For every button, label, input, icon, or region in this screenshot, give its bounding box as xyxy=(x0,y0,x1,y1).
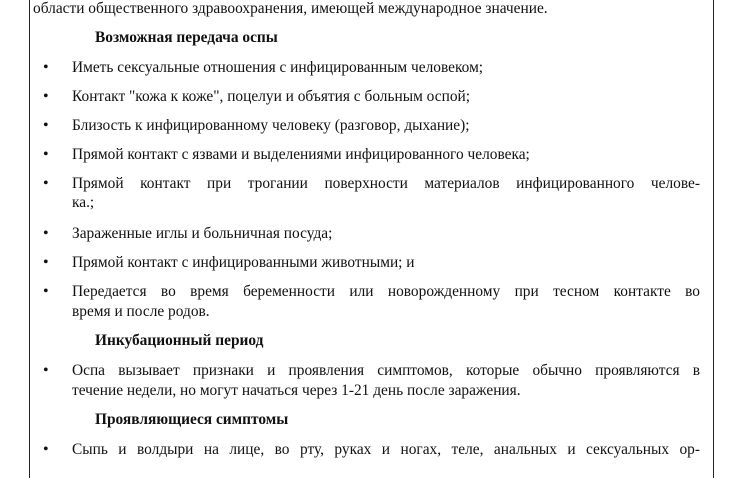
list-item-continuation: течение недели, но могут начаться через 1-21 день после заражения. xyxy=(72,382,521,399)
list-item: Зараженные иглы и больничная посуда; xyxy=(72,225,333,242)
list-item-continuation: время и после родов. xyxy=(72,303,210,320)
list-item: Оспа вызывает признаки и проявления симптомов, которые обычно проявляются в xyxy=(72,362,700,379)
section-heading-transmission: Возможная передача оспы xyxy=(95,29,278,46)
bullet-icon: • xyxy=(43,254,49,271)
bullet-icon: • xyxy=(43,225,49,242)
list-item: Сыпь и волдыри на лице, во рту, руках и ногах, теле, анальных и сексуальных ор- xyxy=(72,441,700,458)
list-item: Прямой контакт при трогании поверхности материалов инфицированного челове- xyxy=(72,175,700,192)
bullet-icon: • xyxy=(43,117,49,134)
section-heading-symptoms: Проявляющиеся симптомы xyxy=(95,411,289,428)
bullet-icon: • xyxy=(43,283,49,300)
bullet-icon: • xyxy=(43,59,49,76)
list-item: Иметь сексуальные отношения с инфицированным человеком; xyxy=(72,59,484,76)
intro-text-tail: области общественного здравоохранения, имеющей международное значение. xyxy=(33,0,548,17)
list-item: Контакт "кожа к коже", поцелуи и объятия с больным оспой; xyxy=(72,88,471,105)
list-item-continuation: ка.; xyxy=(72,194,95,211)
bullet-icon: • xyxy=(43,146,49,163)
bullet-icon: • xyxy=(43,441,49,458)
bullet-icon: • xyxy=(43,175,49,192)
section-heading-incubation: Инкубационный период xyxy=(95,332,264,349)
list-item: Прямой контакт с инфицированными животными; и xyxy=(72,254,415,271)
list-item: Прямой контакт с язвами и выделениями инфицированного человека; xyxy=(72,146,530,163)
bullet-icon: • xyxy=(43,362,49,379)
bullet-icon: • xyxy=(43,88,49,105)
list-item: Близость к инфицированному человеку (разговор, дыхание); xyxy=(72,117,470,134)
list-item: Передается во время беременности или новорожденному при тесном контакте во xyxy=(72,283,700,300)
